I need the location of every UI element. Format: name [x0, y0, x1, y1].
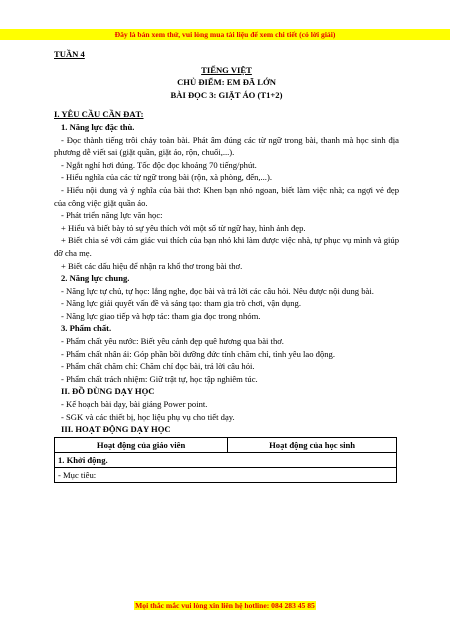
s1-1-line: - Ngắt nghỉ hơi đúng. Tốc độc đọc khoảng 70 tiếng/phút. [61, 159, 257, 170]
lesson-title: BÀI ĐỌC 3: GIẶT ÁO (T1+2) [170, 89, 283, 100]
s2-line: - Kế hoạch bài dạy, bài giảng Power point. [61, 399, 208, 410]
section-2-heading: II. ĐỒ DÙNG DẠY HỌC [61, 386, 155, 397]
s1-1-line: + Biết chia sẻ với cảm giác vui thích của bạn nhỏ khi làm được việc nhà, tự phục vụ mình và giúp đỡ cha mẹ. [54, 235, 399, 258]
theme-title: CHỦ ĐIỂM: EM ĐÃ LỚN [177, 77, 276, 88]
table-row [55, 467, 397, 482]
s1-1-line: - Hiểu nội dung và ý nghĩa của bài thơ: Khen bạn nhỏ ngoan, biết làm việc nhà; ca ngợi vẻ đẹp của công việc giặt quần áo. [54, 184, 399, 208]
s1-1-line: + Biết các dấu hiệu để nhận ra khổ thơ trong bài thơ. [61, 260, 243, 271]
s1-1-line: - Đọc thành tiếng trôi chảy toàn bài. Phát âm đúng các từ ngữ trong bài, thanh mà học sinh địa phương dễ viết sai (giặt quần, giặt áo, rộn, chuối,...). [54, 134, 399, 158]
warmup-heading-cell: 1. Khởi động. [55, 452, 397, 467]
bottom-contact-banner [0, 600, 450, 611]
s1-1-line: + Hiểu và biết bày tỏ sự yêu thích với một số từ ngữ hay, hình ảnh đẹp. [61, 222, 306, 233]
s1-3-line: - Phẩm chất chăm chỉ: Chăm chỉ đọc bài, trả lời câu hỏi. [61, 361, 255, 372]
top-banner-text: Đây là bản xem thử, vui lòng mua tài liệu để xem chi tiết (có lời giải) [114, 30, 336, 39]
document-page [54, 48, 399, 483]
s1-3-line: - Phẩm chất trách nhiệm: Giữ trật tự, học tập nghiêm túc. [61, 373, 258, 384]
activities-table [54, 437, 397, 483]
objective-cell: - Mục tiêu: [55, 467, 397, 482]
s2-line: - SGK và các thiết bị, học liệu phụ vụ cho tiết dạy. [61, 411, 235, 422]
s1-1-line: - Hiểu nghĩa của các từ ngữ trong bài (rộn, xà phòng, đến,...). [61, 172, 272, 183]
week-label: TUẦN 4 [54, 49, 85, 59]
s1-2-line: - Năng lực tự chủ, tự học: lắng nghe, đọc bài và trả lời các câu hỏi. Nêu được nội dung bài. [61, 285, 374, 296]
teacher-column-header: Hoạt động của giáo viên [55, 437, 228, 452]
student-column-header: Hoạt động của học sinh [228, 437, 397, 452]
top-preview-banner [0, 29, 450, 40]
subject-title: TIẾNG VIỆT [201, 64, 252, 75]
bottom-banner-text: Mọi thắc mắc vui lòng xin liên hệ hotline: 084 283 45 85 [135, 601, 315, 610]
table-header-row [55, 437, 397, 452]
section-3-heading: III. HOẠT ĐỘNG DẠY HỌC [61, 424, 171, 435]
subsection-3-heading: 3. Phẩm chất. [61, 323, 112, 334]
subsection-2-heading: 2. Năng lực chung. [61, 273, 130, 284]
section-1-heading: I. YÊU CẦU CẦN ĐẠT: [54, 109, 144, 120]
table-row [55, 452, 397, 467]
s1-2-line: - Năng lực giải quyết vấn đề và sáng tạo: tham gia trò chơi, vận dụng. [61, 298, 301, 309]
s1-3-line: - Phẩm chất yêu nước: Biết yêu cảnh đẹp quê hương qua bài thơ. [61, 336, 284, 347]
subsection-1-heading: 1. Năng lực đặc thù. [61, 121, 135, 132]
s1-3-line: - Phẩm chất nhân ái: Góp phần bồi dưỡng đức tính chăm chỉ, tình yêu lao động. [61, 348, 336, 359]
s1-1-line: - Phát triển năng lực văn học: [61, 210, 163, 221]
s1-2-line: - Năng lực giao tiếp và hợp tác: tham gia đọc trong nhóm. [61, 310, 261, 321]
